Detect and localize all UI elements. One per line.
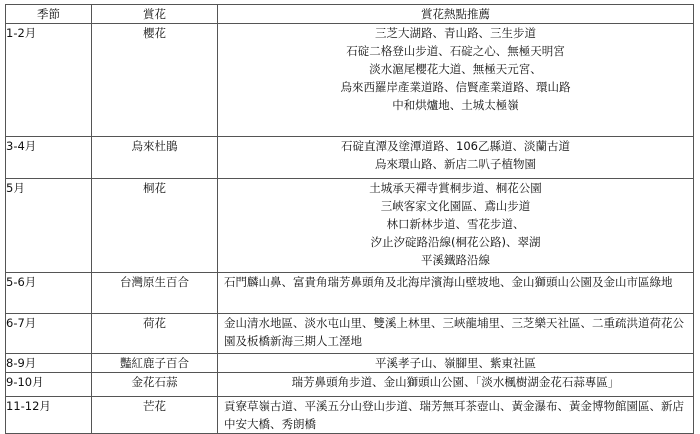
season-cell: 3-4月 (6, 137, 92, 179)
spots-cell (218, 373, 694, 397)
season-cell: 11-12月 (6, 397, 92, 434)
header-season: 季節 (6, 5, 92, 24)
flower-cell: 烏來杜鵑 (92, 137, 218, 179)
season-cell: 6-7月 (6, 314, 92, 354)
spot-line: 中和烘爐地、土城太極嶺 (392, 98, 519, 112)
spot-line: 林口新林步道、雪花步道、 (386, 217, 525, 231)
table-row (6, 137, 694, 179)
spot-line: 石碇二格登山步道、石碇之心、無極天明宮 (346, 44, 565, 58)
flower-cell: 桐花 (92, 179, 218, 273)
spot-line: 淡水滬尾櫻花大道、無極天元宮、 (369, 62, 542, 76)
season-cell: 5-6月 (6, 273, 92, 314)
season-cell: 1-2月 (6, 24, 92, 137)
table-row (6, 179, 694, 273)
table-row (6, 273, 694, 314)
spots-cell (218, 314, 694, 354)
table-row (6, 314, 694, 354)
spots-cell (218, 24, 694, 137)
table-row (6, 354, 694, 373)
flower-cell: 金花石蒜 (92, 373, 218, 397)
flower-cell: 豔紅鹿子百合 (92, 354, 218, 373)
header-spots: 賞花熱點推薦 (218, 5, 694, 24)
flower-cell: 台灣原生百合 (92, 273, 218, 314)
spot-line: 土城承天禪寺賞桐步道、桐花公園 (369, 181, 542, 195)
spot-line: 石碇直潭及塗潭道路、106乙縣道、淡蘭古道 (341, 139, 570, 153)
table-row (6, 24, 694, 137)
season-cell: 9-10月 (6, 373, 92, 397)
spot-line: 烏來環山路、新店二叭子植物園 (375, 157, 536, 171)
spot-line: 金山清水地區、淡水屯山里、雙溪上林里、三峽龍埔里、三芝樂天社區、二重疏洪道荷花公園及板橋新海三期人工溼地 (224, 316, 684, 348)
spots-cell (218, 273, 694, 314)
spot-line: 瑞芳鼻頭角步道、金山獅頭山公園、「淡水楓樹湖金花石蒜專區」 (291, 375, 620, 389)
spot-line: 汐止汐碇路沿線(桐花公路)、翠湖 (370, 235, 541, 249)
flower-cell: 芒花 (92, 397, 218, 434)
spot-line: 貢寮草嶺古道、平溪五分山登山步道、瑞芳無耳茶壺山、黃金瀑布、黃金博物館園區、新店中安大橋、秀朗橋 (224, 399, 684, 431)
header-flower: 賞花 (92, 5, 218, 24)
table-row (6, 373, 694, 397)
spot-line: 平溪孝子山、嶺腳里、紫東社區 (375, 356, 536, 370)
spot-line: 石門麟山鼻、富貴角瑞芳鼻頭角及北海岸濱海山壁坡地、金山獅頭山公園及金山市區綠地 (224, 275, 673, 289)
season-cell: 5月 (6, 179, 92, 273)
flower-cell: 櫻花 (92, 24, 218, 137)
header-row (6, 5, 694, 24)
spots-cell (218, 179, 694, 273)
spots-cell (218, 354, 694, 373)
spot-line: 平溪鐵路沿線 (421, 253, 490, 267)
spot-line: 三芝大湖路、青山路、三生步道 (375, 26, 536, 40)
spot-line: 烏來西羅岸產業道路、信賢產業道路、環山路 (340, 80, 571, 94)
flower-season-table (5, 4, 694, 434)
spots-cell (218, 137, 694, 179)
spot-line: 三峽客家文化園區、鳶山步道 (380, 199, 531, 213)
season-cell: 8-9月 (6, 354, 92, 373)
flower-cell: 荷花 (92, 314, 218, 354)
